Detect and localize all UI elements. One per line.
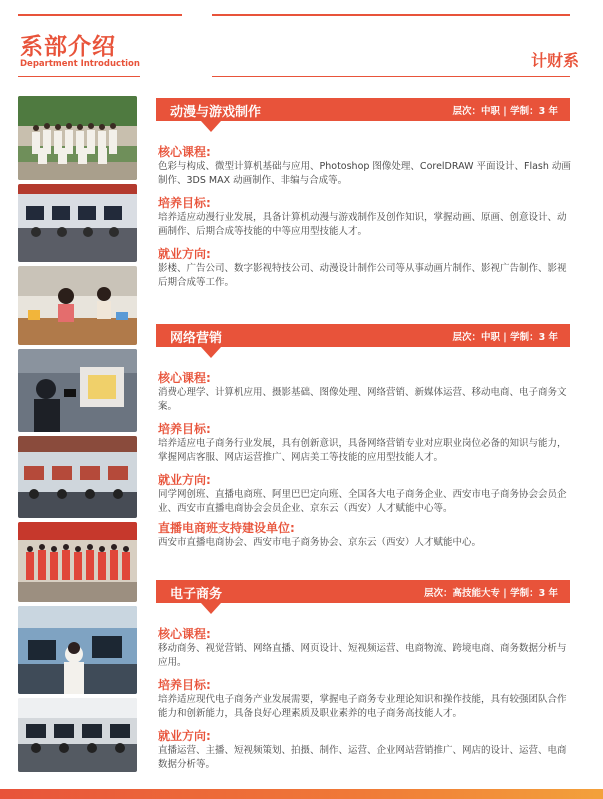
header-rule-left (18, 14, 182, 16)
heading-career-direction: 就业方向: (158, 473, 211, 487)
section-banner-network-marketing (156, 324, 570, 347)
text-core-courses: 消费心理学、计算机应用、摄影基础、图像处理、网络营销、新媒体运营、移动电商、电子商务文案。 (158, 387, 567, 412)
header-rule-right (212, 14, 570, 16)
page-subtitle: Department Introduction (20, 59, 140, 69)
photo-computer-lab (18, 184, 137, 262)
heading-training-goal: 培养目标: (158, 422, 211, 436)
text-training-goal: 培养适应现代电子商务产业发展需要，掌握电子商务专业理论知识和操作技能，具有较强团队合作能力和创新能力，具备良好心理素质及职业素养的电子商务高技能人才。 (158, 694, 567, 719)
text-core-courses: 色彩与构成、微型计算机基础与应用、Photoshop 图像处理、CorelDRAW 平面设计、Flash 动画制作、3DS MAX 动画制作、非编与合成等。 (158, 161, 571, 186)
divider-right (212, 76, 570, 77)
section-meta: 层次：中职 | 学制：3 年 (452, 332, 558, 343)
text-core-courses: 移动商务、视觉营销、网络直播、网页设计、短视频运营、电商物流、跨境电商、商务数据分析与应用。 (158, 643, 567, 668)
section-meta: 层次：高技能大专 | 学制：3 年 (423, 588, 558, 599)
photo-training-room (18, 698, 137, 772)
banner-notch (201, 121, 221, 132)
text-support-units: 西安市直播电商协会、西安市电子商务协会、京东云（西安）人才赋能中心。 (158, 537, 482, 548)
divider-left (18, 76, 140, 77)
section-title: 动漫与游戏制作 (170, 105, 262, 120)
text-training-goal: 培养适应电子商务行业发展，具有创新意识，具备网络营销专业对应职业岗位必备的知识与能力，掌握网店客服、网店运营推广、网店美工等技能的应用型技能人才。 (158, 438, 567, 463)
heading-career-direction: 就业方向: (158, 247, 211, 261)
text-career-direction: 同学网创班、直播电商班、阿里巴巴定向班、全国各大电子商务企业、西安市电子商务协会会员企业、西安市直播电商协会会员企业、京东云（西安）人才赋能中心等。 (158, 489, 567, 514)
page-title: 系部介绍 (20, 34, 116, 60)
section-banner-ecommerce (156, 580, 570, 603)
section-meta: 层次：中职 | 学制：3 年 (452, 106, 558, 117)
text-career-direction: 直播运营、主播、短视频策划、拍摄、制作、运营、企业网站营销推广、网店的设计、运营、电商数据分析等。 (158, 745, 567, 770)
photo-live-stream-studio (18, 266, 137, 345)
heading-support-units: 直播电商班支持建设单位: (158, 521, 295, 535)
heading-core-courses: 核心课程: (158, 145, 211, 159)
footer-bar (0, 789, 603, 799)
heading-core-courses: 核心课程: (158, 371, 211, 385)
banner-notch (201, 347, 221, 358)
photo-ecommerce-classroom (18, 436, 137, 518)
photo-group-students (18, 96, 137, 180)
banner-notch (201, 603, 221, 614)
heading-core-courses: 核心课程: (158, 627, 211, 641)
section-title: 网络营销 (170, 331, 223, 346)
text-career-direction: 影楼、广告公司、数字影视特技公司、动漫设计制作公司等从事动画片制作、影视广告制作、影视后期合成等工作。 (158, 263, 567, 288)
photo-photography-class (18, 349, 137, 432)
section-title: 电子商务 (170, 587, 223, 602)
photo-computer-room (18, 606, 137, 694)
heading-career-direction: 就业方向: (158, 729, 211, 743)
photo-group-event (18, 522, 137, 602)
department-name: 计财系 (530, 51, 579, 70)
heading-training-goal: 培养目标: (158, 678, 211, 692)
text-training-goal: 培养适应动漫行业发展，具备计算机动漫与游戏制作及创作知识，掌握动画、原画、创意设计、动画制作、后期合成等技能的中等应用型技能人才。 (158, 212, 567, 237)
section-banner-animation (156, 98, 570, 121)
heading-training-goal: 培养目标: (158, 196, 211, 210)
